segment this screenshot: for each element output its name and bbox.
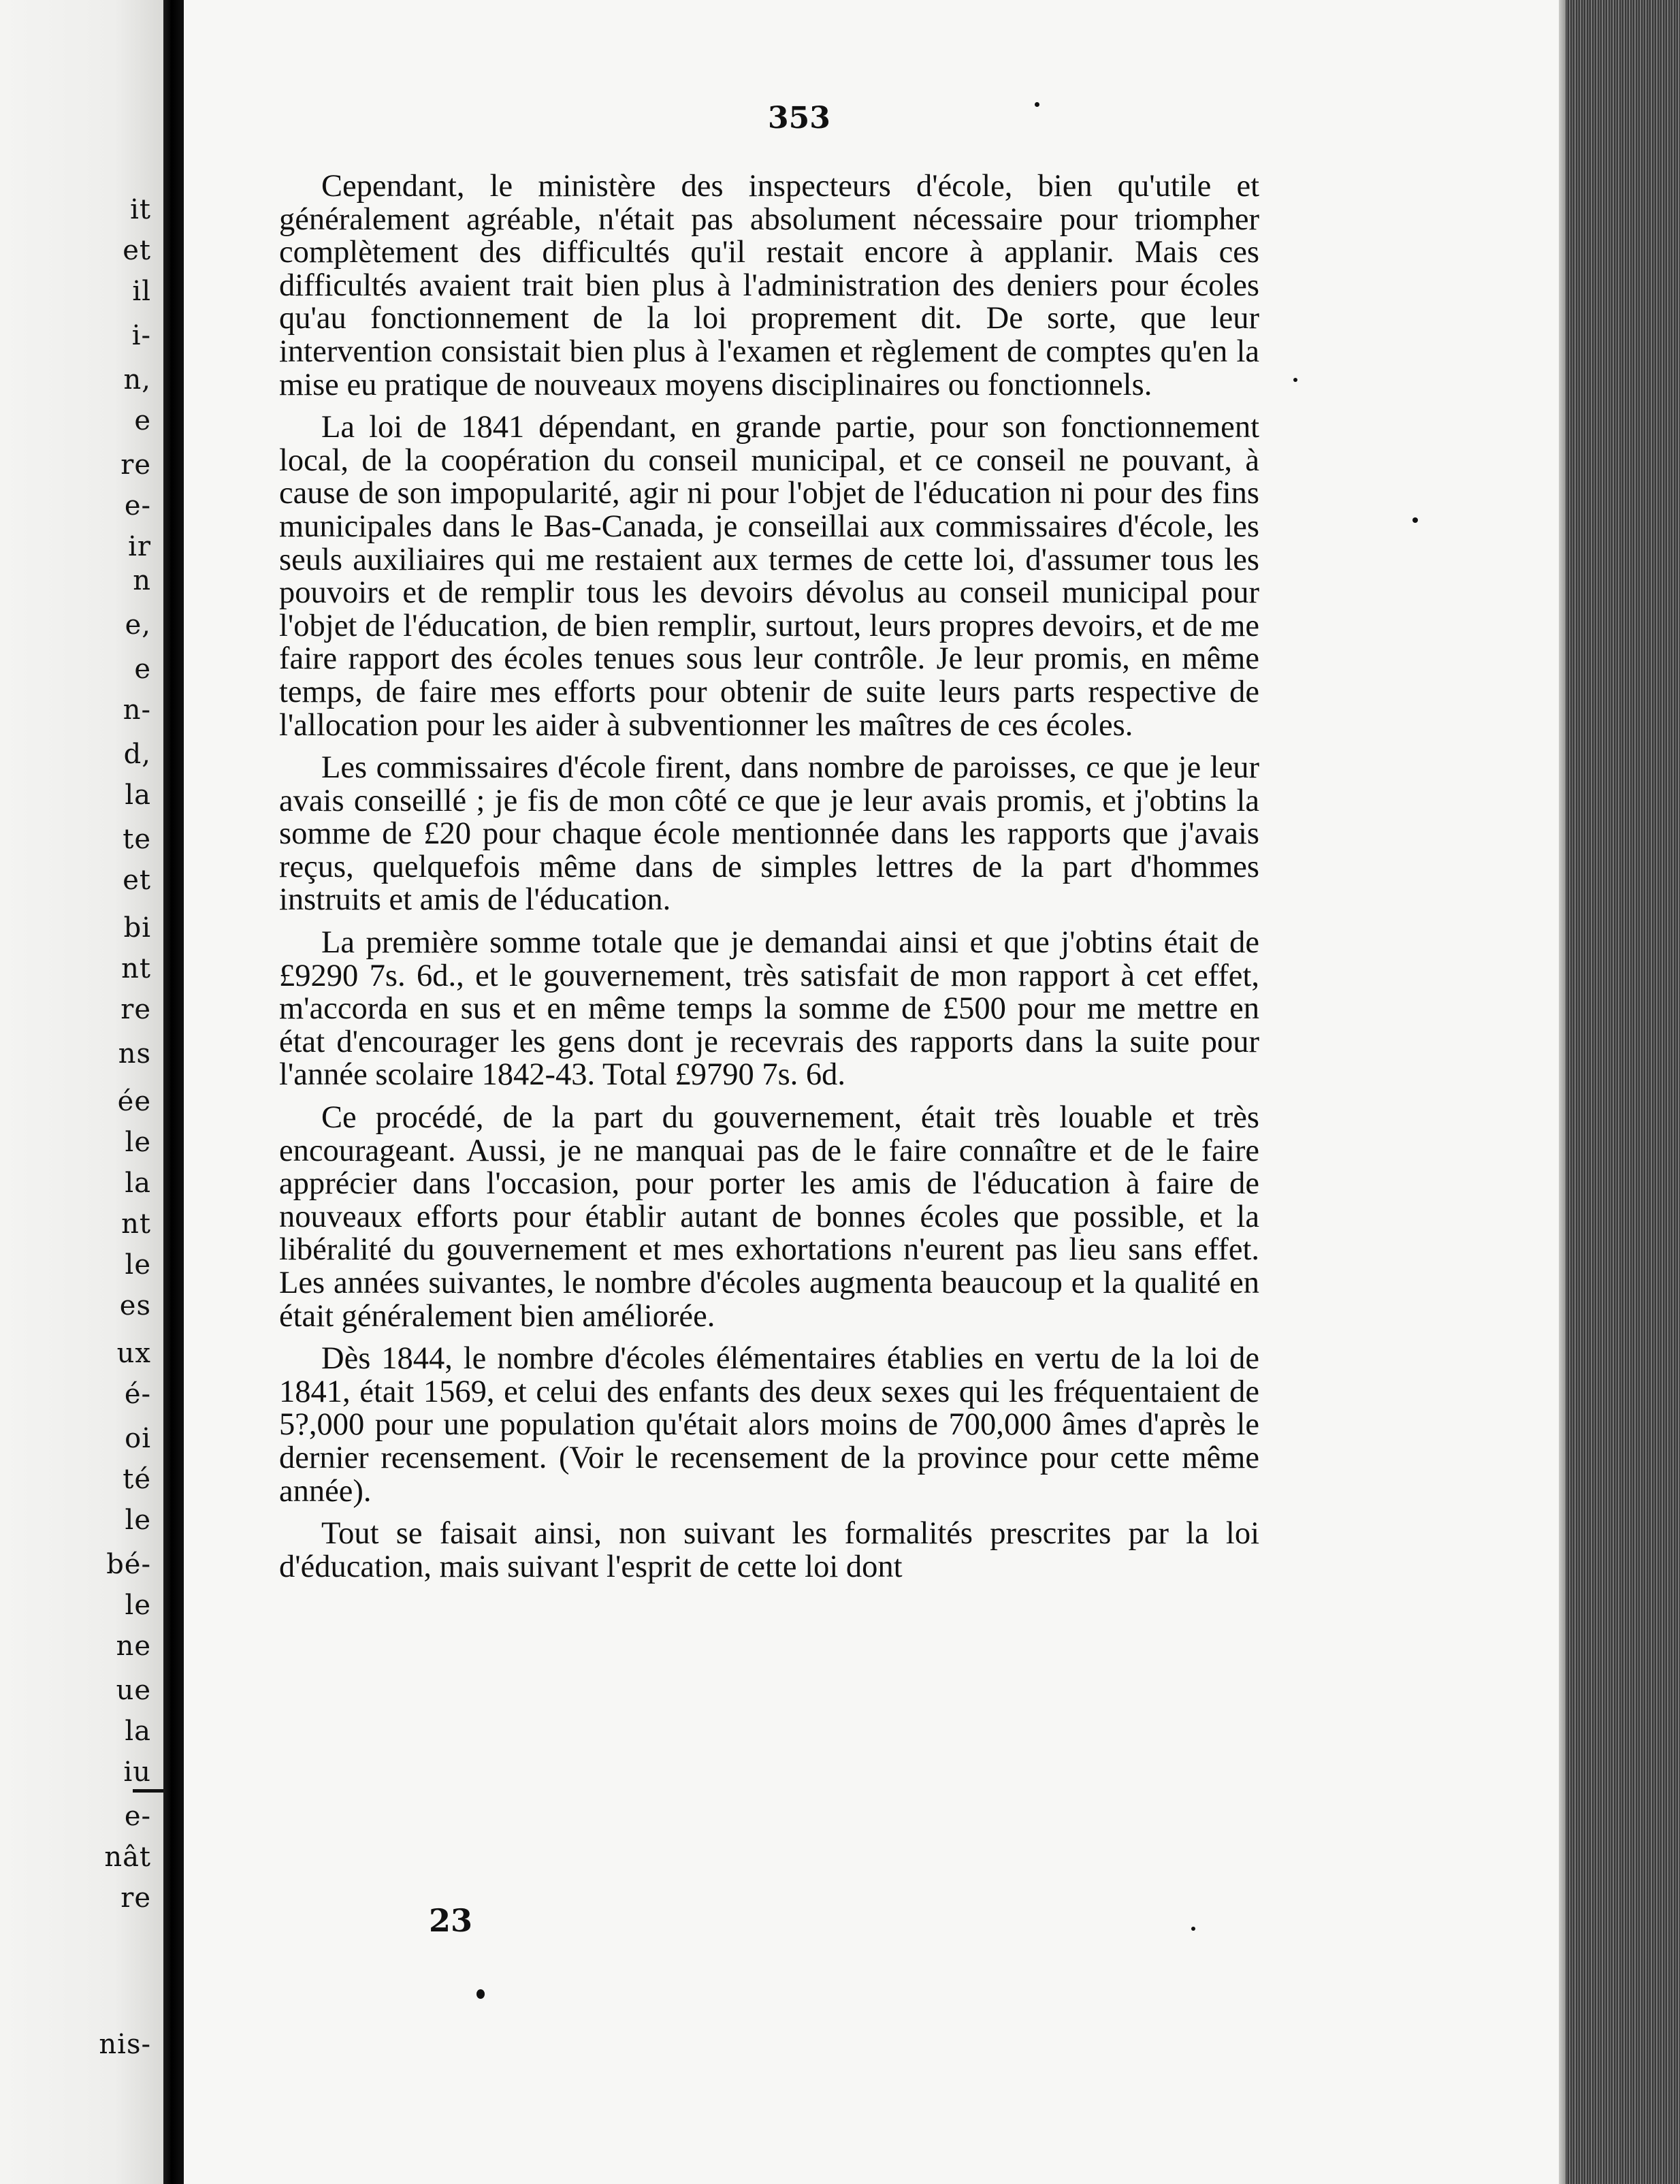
previous-page-text-fragment: nis- <box>99 2029 151 2060</box>
ink-speck <box>1412 517 1418 523</box>
ink-speck <box>476 1989 485 1999</box>
previous-page-text-fragment: e- <box>124 1801 151 1832</box>
previous-page-text-fragment: i- <box>131 320 151 351</box>
previous-page-text-fragment: la <box>125 780 151 811</box>
previous-page-text-fragment: bé- <box>106 1549 151 1580</box>
previous-page-text-fragment: e- <box>124 490 151 521</box>
previous-page-text-fragment: é- <box>124 1379 151 1410</box>
previous-page-text-fragment: d, <box>123 739 151 770</box>
paragraph: Cependant, le ministère des inspecteurs d'école, bien qu'utile et généralement agréable, n'était pas absolument nécessaire pour triompher complètement des difficultés qu'il restait encore à applanir. Mais ces difficultés avaient trait bien plus à l'administration des deniers pour écoles qu'au fonctionnement de la loi proprement dit. De sorte, que leur intervention consistait bien plus à l'examen et règlement de comptes qu'en la mise eu pratique de nouveaux moyens disciplinaires ou fonctionnels. <box>279 169 1259 402</box>
ink-speck <box>1191 1927 1195 1931</box>
previous-page-text-fragment: nt <box>121 953 151 984</box>
previous-page-text-fragment: it <box>130 194 151 225</box>
previous-page-text-fragment: re <box>120 1882 151 1914</box>
previous-page-text-fragment: il <box>132 276 151 307</box>
previous-page-text-fragment: ns <box>118 1038 151 1070</box>
previous-page-text-fragment: e <box>134 405 151 436</box>
previous-page-text-fragment: ée <box>117 1086 151 1117</box>
previous-page-text-fragment: bi <box>123 912 151 944</box>
previous-page-text-fragment: re <box>120 449 151 481</box>
signature-mark: 23 <box>429 1902 473 1939</box>
previous-page-text-fragment: nât <box>104 1842 151 1873</box>
previous-page-text-fragment: le <box>125 1249 151 1281</box>
page-number: 353 <box>768 101 830 135</box>
previous-page-text-fragment: té <box>123 1464 151 1495</box>
previous-page-text-fragment: ne <box>116 1631 151 1662</box>
previous-page-text-fragment: nt <box>121 1208 151 1240</box>
body-text <box>279 170 1259 1593</box>
previous-page-text-fragment: la <box>125 1716 151 1747</box>
previous-page-text-fragment: la <box>125 1168 151 1199</box>
previous-page-text-fragment: n, <box>123 364 151 396</box>
fore-edge-page-stack <box>1566 0 1680 2184</box>
previous-page-text-fragment: n <box>133 565 151 596</box>
previous-page-text-fragment: es <box>119 1290 151 1321</box>
previous-page-text-fragment: et <box>123 235 151 266</box>
paragraph: Les commissaires d'école firent, dans nombre de paroisses, ce que je leur avais conseillé ; je fis de mon côté ce que je leur avais promis, et j'obtins la somme de £20 pour chaque école mentionnée dans les rapports que j'avais reçus, quelquefois même dans de simples lettres de la part d'hommes instruits et amis de l'éducation. <box>279 750 1259 918</box>
previous-page-text-fragment: le <box>125 1590 151 1621</box>
paragraph: La première somme totale que je demandai ainsi et que j'obtins était de £9290 7s. 6d., et le gouvernement, très satisfait de mon rapport à cet effet, m'accorda en sus et en même temps la somme de £500 pour me mettre en état d'encourager les gens dont je recevrais des rapports dans la suite pour l'année scolaire 1842-43. Total £9790 7s. 6d. <box>279 925 1259 1093</box>
previous-page-text-fragment: et <box>123 865 151 896</box>
paragraph: Tout se faisait ainsi, non suivant les formalités prescrites par la loi d'éducation, mais suivant l'esprit de cette loi dont <box>279 1516 1259 1584</box>
previous-page-text-fragment: iu <box>123 1756 151 1788</box>
previous-page-text-fragment: n- <box>123 694 151 726</box>
paragraph: Ce procédé, de la part du gouvernement, était très louable et très encourageant. Aussi, je ne manquai pas de le faire connaître et de le faire apprécier dans l'occasion, pour porter les amis de l'éducation à faire de nouveaux efforts pour établir autant de bonnes écoles que possible, et la libéralité du gouvernement et mes exhortations n'eurent pas lieu sans effet. Les années suivantes, le nombre d'écoles augmenta beaucoup et la qualité en était généralement bien améliorée. <box>279 1100 1259 1334</box>
previous-page-text-fragment: le <box>125 1505 151 1536</box>
previous-page-text-fragment: e, <box>125 609 151 641</box>
book-gutter <box>163 0 184 2184</box>
previous-page-text-fragment: re <box>120 994 151 1025</box>
previous-page-rule <box>133 1789 163 1793</box>
previous-page-text-fragment: ue <box>116 1675 151 1706</box>
previous-page-text-fragment: e <box>134 654 151 685</box>
previous-page-text-fragment: te <box>123 824 151 855</box>
ink-speck <box>1293 378 1297 382</box>
ink-speck <box>1035 102 1039 107</box>
previous-page-text-fragment: ir <box>128 531 151 562</box>
previous-page-edge <box>0 0 163 2184</box>
paragraph: La loi de 1841 dépendant, en grande partie, pour son fonctionnement local, de la coopération du conseil municipal, et ce conseil ne pouvant, à cause de son impopularité, agir ni pour l'objet de l'éducation ni pour des fins municipales dans le Bas-Canada, je conseillai aux commissaires d'école, les seuls auxiliaires qui me restaient aux termes de cette loi, d'assumer tous les pouvoirs et de remplir tous les devoirs dévolus au conseil municipal pour l'objet de l'éducation, de bien remplir, surtout, leurs propres devoirs, et de me faire rapport des écoles tenues sous leur contrôle. Je leur promis, en même temps, de faire mes efforts pour obtenir de suite leurs parts respective de l'allocation pour les aider à subventionner les maîtres de ces écoles. <box>279 410 1259 743</box>
previous-page-text-fragment: ux <box>116 1338 151 1369</box>
previous-page-text-fragment: le <box>125 1127 151 1158</box>
previous-page-text-fragment: oi <box>125 1423 151 1454</box>
paragraph: Dès 1844, le nombre d'écoles élémentaires établies en vertu de la loi de 1841, était 1569, et celui des enfants des deux sexes qui les fréquentaient de 5?,000 pour une population qu'était alors moins de 700,000 âmes d'après le dernier recensement. (Voir le recensement de la province pour cette même année). <box>279 1341 1259 1509</box>
